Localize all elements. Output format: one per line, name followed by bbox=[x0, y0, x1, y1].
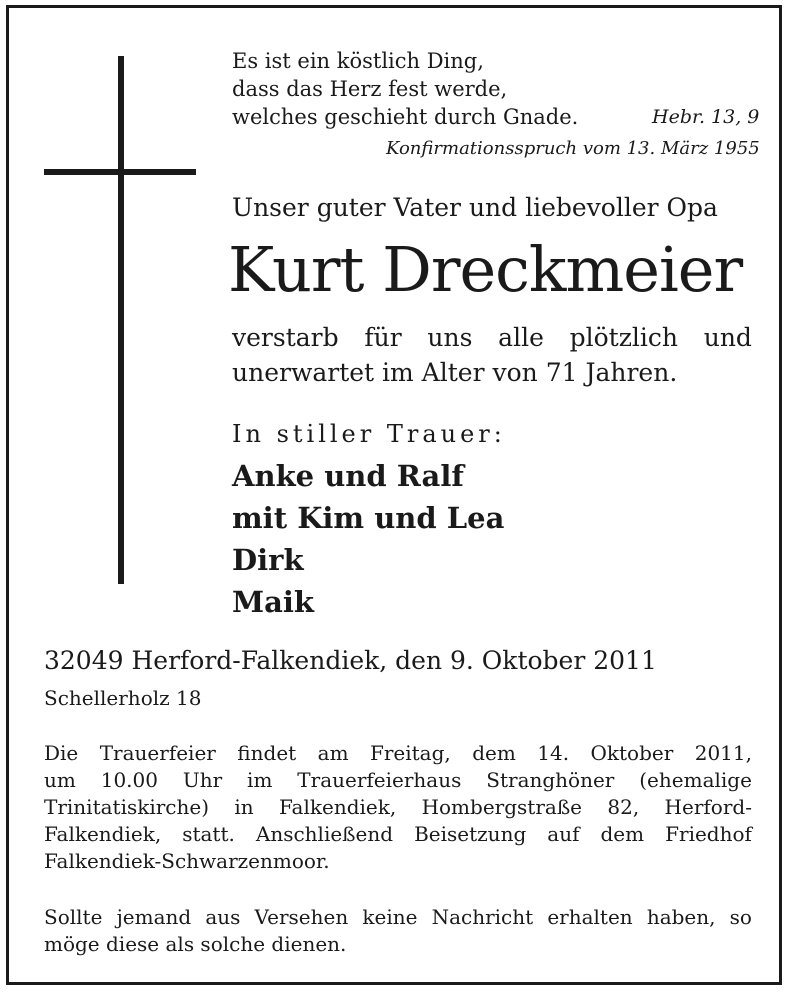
place-and-date: 32049 Herford-Falkendiek, den 9. Oktober 2011 bbox=[44, 646, 657, 675]
word: um bbox=[44, 768, 76, 792]
word: in bbox=[234, 795, 254, 819]
death-statement bbox=[232, 320, 752, 390]
word: aus bbox=[205, 905, 241, 929]
funeral-line-3 bbox=[44, 794, 752, 821]
mourning-heading: In stiller Trauer: bbox=[232, 420, 506, 448]
funeral-line-5: Falkendiek-Schwarzenmoor. bbox=[44, 849, 330, 873]
disclaimer-line-1 bbox=[44, 904, 752, 931]
mourner-name: Anke und Ralf bbox=[232, 459, 464, 493]
word: plötzlich bbox=[569, 323, 678, 352]
word: Trauerfeierhaus bbox=[297, 768, 462, 792]
cross-vertical-bar bbox=[118, 56, 124, 584]
verse-line-3: welches geschieht durch Gnade. bbox=[232, 105, 579, 129]
funeral-line-4 bbox=[44, 821, 752, 848]
word: auf bbox=[547, 822, 580, 846]
word: 14. bbox=[537, 741, 570, 765]
funeral-notice bbox=[44, 740, 752, 875]
intro-line: Unser guter Vater und liebevoller Opa bbox=[232, 193, 718, 222]
word: Nachricht bbox=[431, 905, 534, 929]
deceased-name: Kurt Dreckmeier bbox=[228, 233, 743, 306]
word: dem bbox=[600, 822, 645, 846]
cross-horizontal-bar bbox=[44, 169, 196, 175]
word: statt. bbox=[182, 822, 235, 846]
street-address: Schellerholz 18 bbox=[44, 686, 202, 710]
bible-verse bbox=[232, 47, 578, 131]
word: Stranghöner bbox=[486, 768, 615, 792]
mourner-name: mit Kim und Lea bbox=[232, 501, 505, 535]
word: am bbox=[317, 741, 349, 765]
word: Beisetzung bbox=[414, 822, 527, 846]
word: und bbox=[703, 323, 752, 352]
word: 2011, bbox=[694, 741, 752, 765]
mourner-list bbox=[232, 455, 504, 623]
funeral-line-2 bbox=[44, 767, 752, 794]
no-notice-disclaimer bbox=[44, 904, 752, 958]
word: 10.00 bbox=[100, 768, 158, 792]
word: Versehen bbox=[254, 905, 349, 929]
word: uns bbox=[427, 323, 473, 352]
verse-line-1: Es ist ein köstlich Ding, bbox=[232, 49, 484, 73]
death-statement-line-1 bbox=[232, 320, 752, 355]
word: Die bbox=[44, 741, 79, 765]
verse-reference: Hebr. 13, 9 bbox=[652, 106, 760, 128]
word: im bbox=[247, 768, 273, 792]
word: Herford- bbox=[664, 795, 752, 819]
word: alle bbox=[498, 323, 544, 352]
word: 82, bbox=[607, 795, 640, 819]
word: für bbox=[364, 323, 402, 352]
word: so bbox=[729, 905, 752, 929]
word: Sollte bbox=[44, 905, 103, 929]
word: haben, bbox=[646, 905, 716, 929]
confirmation-note: Konfirmationsspruch vom 13. März 1955 bbox=[386, 138, 760, 159]
funeral-line-1 bbox=[44, 740, 752, 767]
word: Falkendiek, bbox=[279, 795, 397, 819]
verse-line-2: dass das Herz fest werde, bbox=[232, 77, 508, 101]
word: Uhr bbox=[182, 768, 223, 792]
word: findet bbox=[237, 741, 297, 765]
word: erhalten bbox=[547, 905, 633, 929]
word: Trauerfeier bbox=[99, 741, 216, 765]
mourner-name: Maik bbox=[232, 585, 315, 619]
word: keine bbox=[362, 905, 418, 929]
word: dem bbox=[472, 741, 516, 765]
word: Hombergstraße bbox=[421, 795, 583, 819]
death-statement-line-2: unerwartet im Alter von 71 Jahren. bbox=[232, 358, 678, 387]
word: verstarb bbox=[232, 323, 339, 352]
word: Falkendiek, bbox=[44, 822, 162, 846]
disclaimer-line-2: möge diese als solche dienen. bbox=[44, 932, 347, 956]
word: (ehemalige bbox=[639, 768, 752, 792]
word: Friedhof bbox=[665, 822, 752, 846]
word: Trinitatiskirche) bbox=[44, 795, 210, 819]
word: Anschließend bbox=[255, 822, 394, 846]
mourner-name: Dirk bbox=[232, 543, 304, 577]
word: Freitag, bbox=[369, 741, 451, 765]
word: Oktober bbox=[590, 741, 674, 765]
word: jemand bbox=[116, 905, 192, 929]
